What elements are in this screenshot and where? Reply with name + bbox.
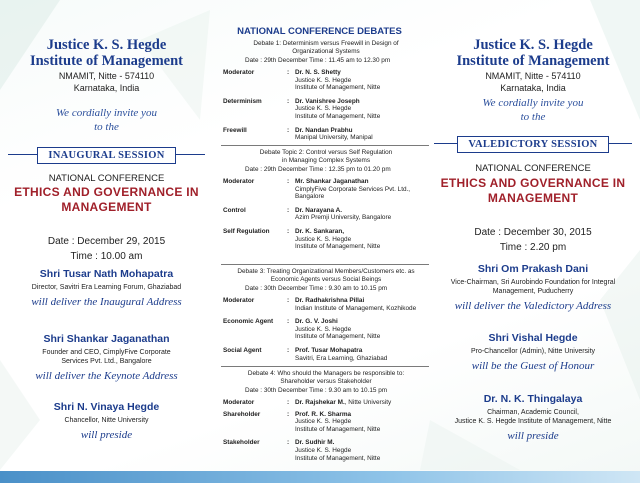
- participant-role: Moderator: [223, 178, 255, 185]
- debate-divider: [221, 366, 429, 367]
- participant-details: [295, 411, 429, 434]
- speaker-name: Shri Tusar Nath Mohapatra: [39, 268, 174, 280]
- participant-name: Prof. Tusar Mohapatra: [295, 346, 363, 354]
- label-colon: :: [287, 178, 290, 185]
- invitation-text: [0, 106, 213, 134]
- participant-role: Shareholder: [223, 410, 261, 418]
- participant-affiliation: Justice K. S. Hegde: [295, 325, 352, 333]
- participant-affiliation: Justice K. S. Hegde: [295, 76, 352, 84]
- speaker-block-2: [0, 333, 213, 383]
- conference-theme: [426, 176, 640, 206]
- participant-role: Moderator: [223, 399, 255, 406]
- participant-role: Economic Agent: [223, 318, 274, 326]
- debate-topic: [223, 268, 429, 284]
- participant-name: Mr. Shankar Jaganathan: [295, 178, 369, 185]
- debate-topic-line: Debate Topic 2: Control versus Self Regulation: [259, 149, 393, 156]
- participant-affiliation: Institute of Management, Nitte: [295, 112, 381, 120]
- theme-line-1: ETHICS AND GOVERNANCE IN: [440, 176, 626, 190]
- speaker-affiliation: Director, Savitri Era Learning Forum, Ghaziabad: [31, 284, 182, 291]
- label-colon: :: [287, 97, 290, 105]
- label-colon: :: [287, 297, 290, 304]
- debate-topic: [223, 149, 429, 165]
- label-colon: :: [287, 206, 290, 214]
- speaker-affiliation: Founder and CEO, CimplyFive Corporate: [42, 349, 171, 356]
- debate-participant: [223, 399, 429, 407]
- label-colon: :: [287, 410, 290, 418]
- label-colon: :: [287, 399, 290, 406]
- participant-name: Dr. Narayana A.: [295, 206, 343, 214]
- speaker-name: Dr. N. K. Thingalaya: [483, 393, 583, 405]
- debate-datetime: Date : 30th December Time : 9.30 am to 10.15 pm: [245, 285, 388, 292]
- theme-line-2: MANAGEMENT: [487, 191, 579, 205]
- participant-details: [295, 297, 429, 312]
- session-datetime: [0, 234, 213, 264]
- session-heading-row: [0, 145, 213, 164]
- debate-participant: [223, 228, 429, 251]
- institute-line-1: Justice K. S. Hegde: [473, 37, 593, 53]
- speaker-affiliation: Management, Puducherry: [492, 288, 574, 295]
- speaker-role: will preside: [80, 429, 133, 441]
- debate-topic-line: Economic Agents versus Social Beings: [270, 276, 382, 283]
- participant-role: Control: [223, 206, 246, 214]
- debate-topic-line: Debate 1: Determinism versus Freewill in Design of: [253, 40, 399, 47]
- speaker-name: Shri Vishal Hegde: [488, 332, 578, 344]
- participant-role: Moderator: [223, 69, 255, 76]
- debate-datetime: Date : 29th December Time : 12.35 pm to 01.20 pm: [245, 166, 391, 173]
- participant-affiliation: Manipal University, Manipal: [295, 134, 373, 142]
- participant-affiliation: Justice K. S. Hegde: [295, 235, 352, 243]
- session-heading-row: [426, 134, 640, 153]
- speaker-block-1: [0, 268, 213, 309]
- participant-affiliation: Justice K. S. Hegde: [295, 418, 352, 426]
- debate-topic-line: Organizational Systems: [292, 48, 360, 55]
- debate-1: [223, 40, 429, 148]
- participant-affiliation: Institute of Management, Nitte: [295, 84, 381, 92]
- speaker-name: Shri Om Prakash Dani: [477, 263, 589, 275]
- participant-affiliation: , Nitte University: [344, 399, 392, 406]
- debate-topic-line: in Managing Complex Systems: [281, 157, 371, 164]
- debate-2: [223, 149, 429, 257]
- participant-details: [295, 69, 429, 92]
- participant-affiliation: Azim Premji University, Bangalore: [295, 214, 392, 222]
- debate-topic: [223, 40, 429, 56]
- theme-line-1: ETHICS AND GOVERNANCE IN: [14, 185, 199, 199]
- participant-affiliation: Indian Institute of Management, Kozhikode: [295, 304, 417, 312]
- address: [426, 70, 640, 94]
- session-title: INAUGURAL SESSION: [37, 147, 175, 164]
- session-datetime: [426, 225, 640, 255]
- label-colon: :: [287, 318, 290, 326]
- participant-details: [295, 207, 429, 222]
- speaker-affiliation: Pro-Chancellor (Admin), Nitte University: [470, 348, 596, 355]
- address-line-2: Karnataka, India: [73, 83, 140, 93]
- participant-affiliation: Justice K. S. Hegde: [295, 105, 352, 113]
- session-time: Time : 2.20 pm: [499, 242, 567, 253]
- session-date: Date : December 29, 2015: [47, 236, 166, 247]
- participant-name: Dr. Rajshekar M.: [295, 399, 345, 406]
- address-line-1: NMAMIT, Nitte - 574110: [485, 71, 581, 81]
- conference-label: NATIONAL CONFERENCE: [475, 163, 591, 174]
- participant-name: Dr. Vanishree Joseph: [295, 97, 360, 105]
- participant-affiliation: Institute of Management, Nitte: [295, 243, 381, 251]
- participant-details: [295, 98, 429, 121]
- address: [0, 70, 213, 94]
- address-line-1: NMAMIT, Nitte - 574110: [58, 71, 155, 81]
- debate-datetime: Date : 29th December Time : 11.45 am to 12.30 pm: [245, 57, 391, 64]
- debate-topic: [223, 370, 429, 386]
- invite-line-2: to the: [94, 121, 119, 133]
- institute-line-2: Institute of Management: [456, 53, 610, 69]
- participant-role: Self Regulation: [223, 227, 270, 235]
- speaker-affiliation: Chairman, Academic Council,: [487, 409, 579, 416]
- participant-details: [295, 127, 429, 142]
- debate-participant: [223, 318, 429, 341]
- invitation-text: [426, 96, 640, 124]
- speaker-role: will deliver the Inaugural Address: [31, 296, 182, 308]
- invite-line-2: to the: [520, 111, 546, 123]
- participant-name: Dr. Nandan Prabhu: [295, 126, 353, 134]
- participant-name: Dr. N. S. Shetty: [295, 69, 341, 76]
- participant-affiliation: Institute of Management, Nitte: [295, 425, 381, 433]
- participant-role: Social Agent: [223, 346, 262, 354]
- debate-participant: [223, 98, 429, 121]
- participant-details: [295, 318, 429, 341]
- speaker-affiliation: Services Pvt. Ltd., Bangalore: [61, 358, 152, 365]
- debate-participant: [223, 439, 429, 462]
- debate-participant: [223, 178, 429, 201]
- participant-name: Dr. Radhakrishna Pillai: [295, 297, 365, 304]
- institute-line-1: Justice K. S. Hegde: [46, 37, 167, 53]
- debate-participant: [223, 207, 429, 222]
- session-title: VALEDICTORY SESSION: [457, 136, 608, 153]
- debate-divider: [221, 264, 429, 265]
- institute-name: [0, 37, 213, 69]
- footer-bar: [0, 471, 640, 483]
- address-line-2: Karnataka, India: [500, 83, 566, 93]
- institute-name: [426, 37, 640, 69]
- label-colon: :: [287, 346, 290, 354]
- speaker-affiliation: Justice K. S. Hegde Institute of Management, Nitte: [454, 418, 612, 425]
- speaker-affiliation: Vice-Chairman, Sri Aurobindo Foundation for Integral: [450, 279, 616, 286]
- debate-participant: [223, 347, 429, 362]
- participant-details: [295, 439, 429, 462]
- speaker-name: Shri Shankar Jaganathan: [43, 333, 170, 345]
- participant-name: Dr. Sudhir M.: [295, 439, 335, 447]
- participant-details: [295, 178, 429, 201]
- speaker-role: will deliver the Keynote Address: [35, 370, 178, 382]
- invite-line-1: We cordially invite you: [482, 97, 584, 109]
- speaker-role: will deliver the Valedictory Address: [454, 300, 612, 312]
- label-colon: :: [287, 227, 290, 235]
- participant-name: Dr. K. Sankaran,: [295, 227, 345, 235]
- speaker-block-3: [0, 401, 213, 442]
- debate-participant: [223, 297, 429, 312]
- session-date: Date : December 30, 2015: [474, 227, 592, 238]
- institute-line-2: Institute of Management: [29, 53, 184, 69]
- debate-topic-line: Shareholder versus Stakeholder: [280, 378, 372, 385]
- debates-title: NATIONAL CONFERENCE DEBATES: [237, 26, 402, 37]
- participant-affiliation: Institute of Management, Nitte: [295, 333, 381, 341]
- conference-label: NATIONAL CONFERENCE: [48, 173, 165, 184]
- participant-details: [295, 228, 429, 251]
- participant-affiliation: Savitri, Era Learning, Ghaziabad: [295, 354, 388, 362]
- label-colon: :: [287, 439, 290, 447]
- debate-participant: [223, 69, 429, 92]
- speaker-role: will preside: [507, 430, 559, 442]
- debate-participant: [223, 127, 429, 142]
- participant-role: Stakeholder: [223, 439, 260, 447]
- participant-name: Dr. G. V. Joshi: [295, 318, 338, 326]
- participant-details: [295, 399, 429, 407]
- participant-affiliation: Institute of Management, Nitte: [295, 454, 381, 462]
- speaker-block-3: [426, 393, 640, 443]
- debate-topic-line: Debate 3: Treating Organizational Members/Customers etc. as: [237, 268, 415, 275]
- label-colon: :: [287, 69, 290, 76]
- session-time: Time : 10.00 am: [70, 251, 143, 262]
- speaker-affiliation: Chancellor, Nitte University: [64, 417, 149, 424]
- debate-datetime: Date : 30th December Time : 9.30 am to 10.15 pm: [245, 387, 388, 394]
- theme-line-2: MANAGEMENT: [61, 200, 152, 214]
- debates-panel: [213, 0, 426, 483]
- debate-4: [223, 370, 429, 468]
- participant-role: Freewill: [223, 126, 247, 134]
- participant-details: [295, 347, 429, 362]
- label-colon: :: [287, 126, 290, 134]
- speaker-role: will be the Guest of Honour: [471, 360, 595, 372]
- debate-topic-line: Debate 4: Who should the Managers be responsible to:: [247, 370, 405, 377]
- debate-3: [223, 268, 429, 368]
- debate-divider: [221, 145, 429, 146]
- speaker-block-2: [426, 332, 640, 373]
- invite-line-1: We cordially invite you: [56, 107, 157, 119]
- debate-participant: [223, 411, 429, 434]
- conference-theme: [0, 185, 213, 215]
- participant-affiliation: Justice K. S. Hegde: [295, 446, 352, 454]
- participant-name: Prof. R. K. Sharma: [295, 410, 352, 418]
- speaker-name: Shri N. Vinaya Hegde: [53, 401, 160, 413]
- participant-role: Moderator: [223, 297, 255, 304]
- participant-affiliation: Bangalore: [295, 193, 325, 201]
- speaker-block-1: [426, 263, 640, 313]
- participant-affiliation: CimplyFive Corporate Services Pvt. Ltd.,: [295, 185, 411, 193]
- participant-role: Determinism: [223, 97, 262, 105]
